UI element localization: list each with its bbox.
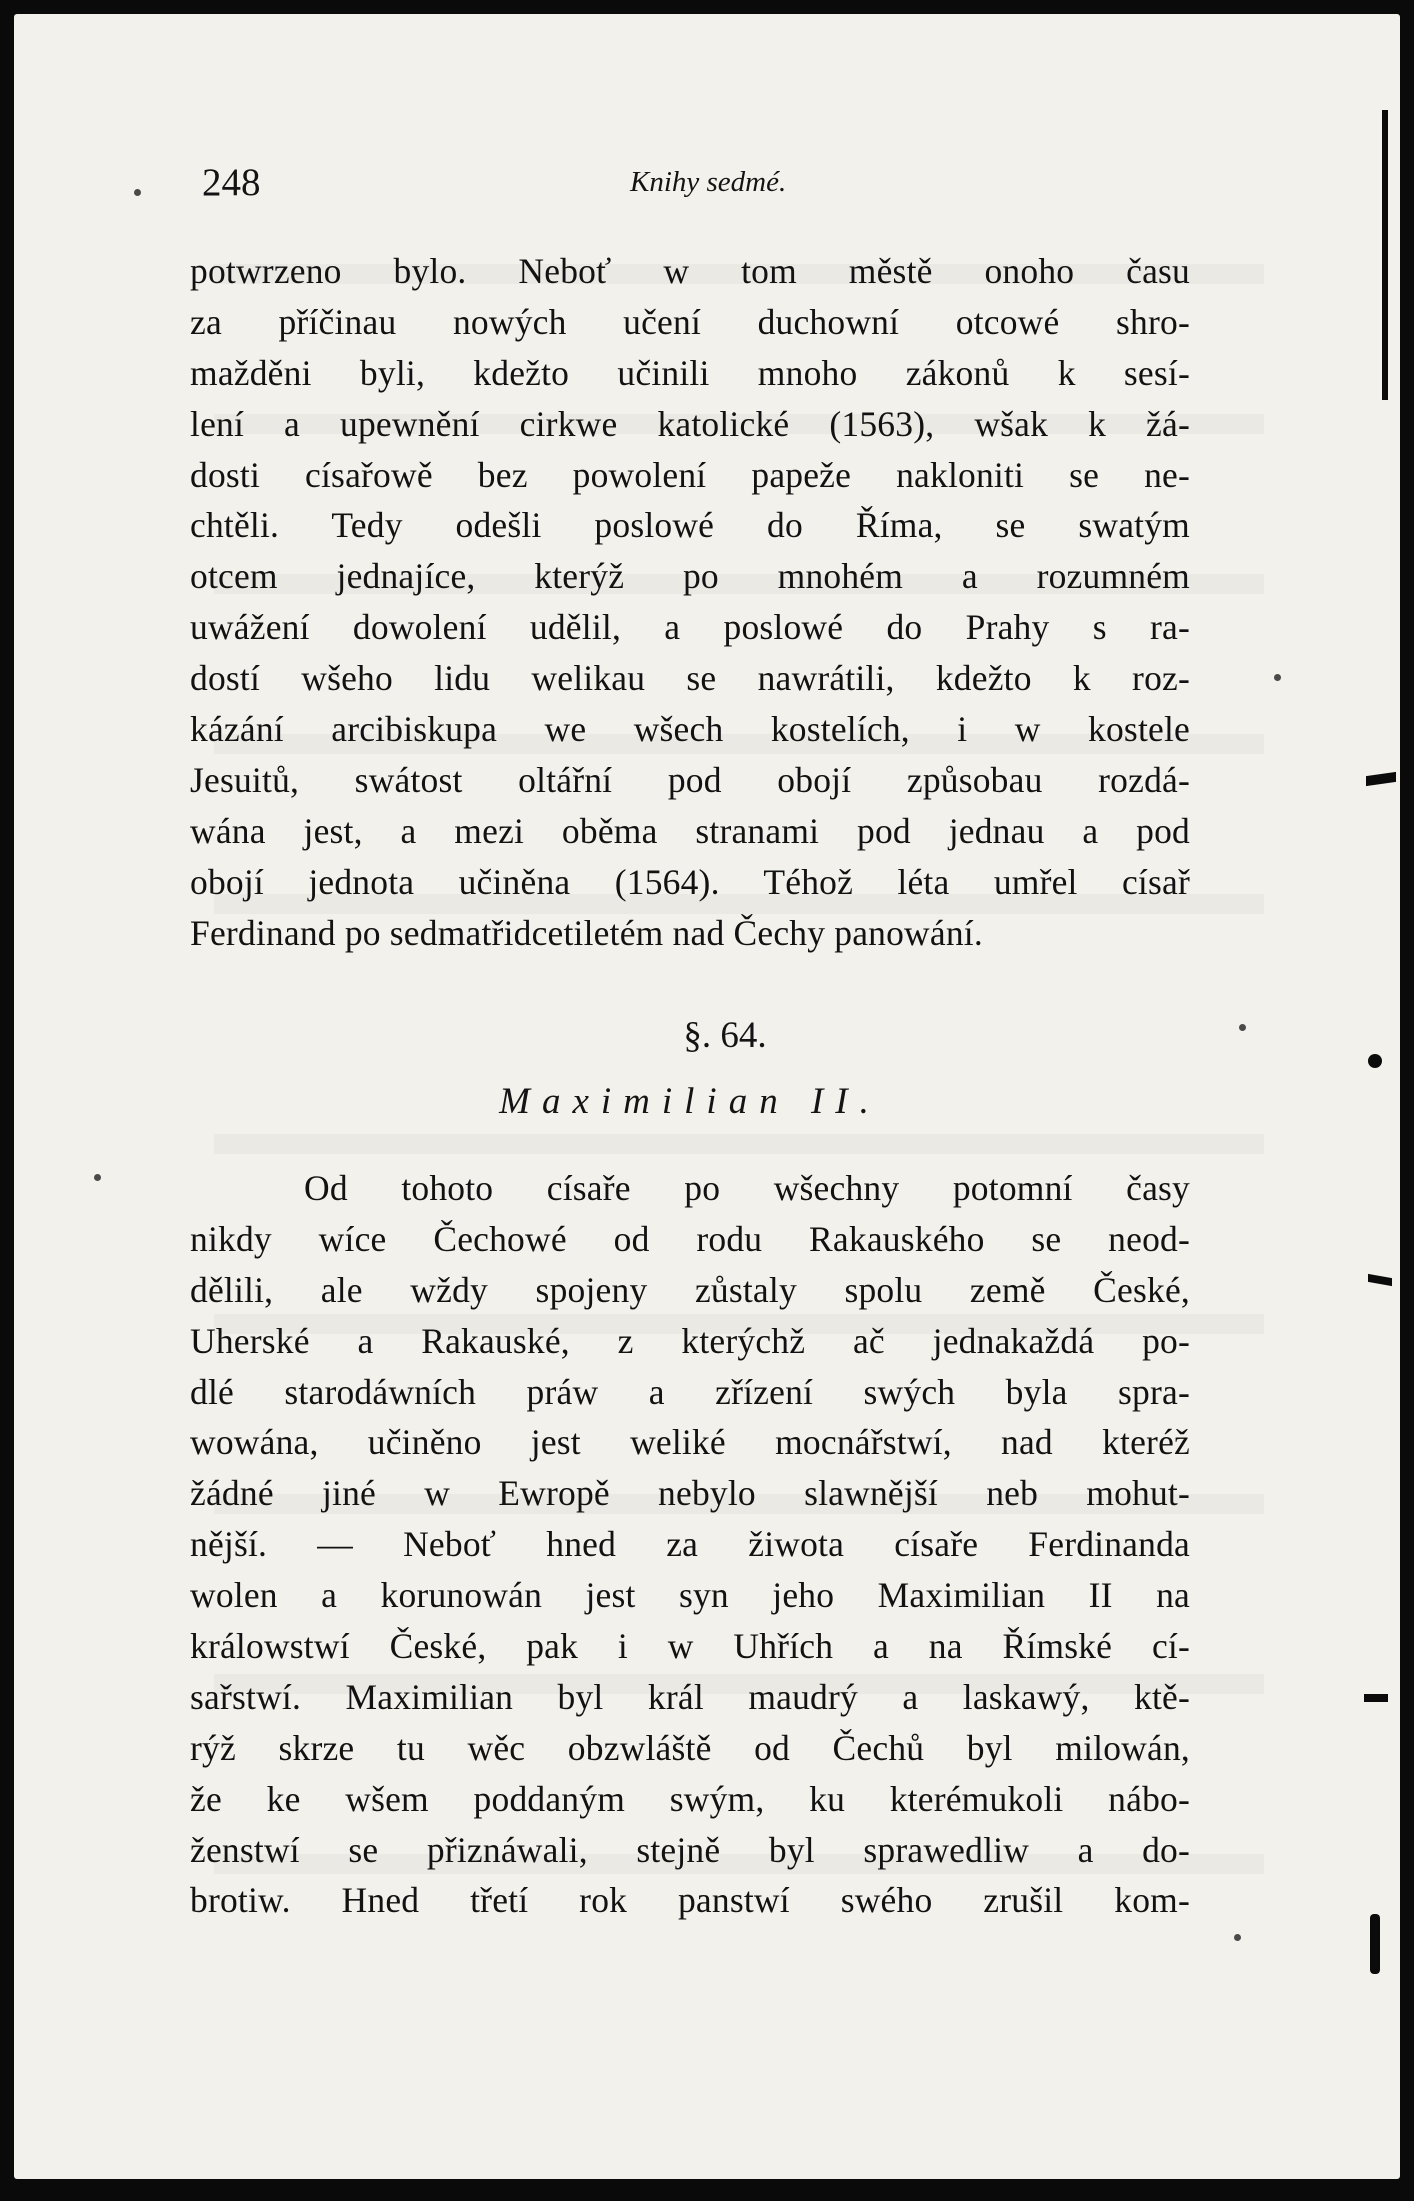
paragraph-2: [190, 1163, 1190, 1926]
section-number: [190, 1014, 1190, 1057]
text-line: wolen a korunowán jest syn jeho Maximilian II na: [190, 1575, 1190, 1616]
text-line: rýž skrze tu wěc obzwláště od Čechů byl milowán,: [190, 1727, 1190, 1768]
text-line: wowána, učiněno jest weliké mocnářstwí, nad kteréž: [190, 1422, 1190, 1463]
text-line: Uherské a Rakauské, z kterýchž ač jednakaždá po-: [190, 1320, 1190, 1361]
text-line: dostí wšeho lidu welikau se nawrátili, kdežto k roz-: [190, 658, 1190, 699]
text-line: nější. — Neboť hned za žiwota císaře Ferdinanda: [190, 1524, 1190, 1565]
speck: [1234, 1934, 1241, 1941]
text-line: dosti císařowě bez powolení papeže nakloniti se ne-: [190, 454, 1190, 495]
text-line: za příčinau nowých učení duchowní otcowé shro-: [190, 301, 1190, 342]
text-line: Jesuitů, swátost oltářní pod obojí způsobau rozdá-: [190, 759, 1190, 800]
text-line: potwrzeno bylo. Neboť w tom městě onoho času: [190, 251, 1190, 291]
speck: [1274, 674, 1281, 681]
text-line: dělili, ale wždy spojeny zůstaly spolu země České,: [190, 1269, 1190, 1310]
text-line: wána jest, a mezi oběma stranami pod jednau a pod: [190, 810, 1190, 851]
text-line: mažděni byli, kdežto učinili mnoho zákonů k sesí-: [190, 352, 1190, 393]
section-number-text: §. 64.: [683, 1015, 767, 1056]
text-line: králowstwí České, pak i w Uhřích a na Římské cí-: [190, 1626, 1190, 1667]
margin-ink-mark: [1366, 772, 1396, 786]
text-line: nikdy wíce Čechowé od rodu Rakauského se neod-: [190, 1218, 1190, 1259]
text-line: lení a upewnění cirkwe katolické (1563), wšak k žá-: [190, 403, 1190, 444]
text-line: sařstwí. Maximilian byl král maudrý a laskawý, ktě-: [190, 1676, 1190, 1717]
margin-ink-mark: [1368, 1274, 1392, 1286]
margin-ink-mark: [1364, 1694, 1388, 1702]
text-line: dlé starodáwních práw a zřízení swých byla spra-: [190, 1371, 1190, 1412]
margin-ink-mark: [1368, 1054, 1382, 1068]
text-line: Ferdinand po sedmatřidcetiletém nad Čechy panowání.: [190, 912, 983, 953]
speck: [134, 189, 141, 196]
margin-ink-mark: [1382, 110, 1388, 400]
speck: [1239, 1024, 1246, 1031]
running-head: Knihy sedmé.: [630, 166, 787, 198]
text-line: otcem jednajíce, kterýž po mnohém a rozumném: [190, 556, 1190, 597]
scanned-page: [14, 14, 1400, 2179]
paragraph-1: [190, 246, 1190, 958]
text-line: ženstwí se přiznáwali, stejně byl sprawedliw a do-: [190, 1829, 1190, 1870]
section-heading: Maximilian II.: [499, 1081, 881, 1122]
text-line: Od tohoto císaře po wšechny potomní časy: [304, 1168, 1190, 1208]
text-line: kázání arcibiskupa we wšech kostelích, i w kostele: [190, 709, 1190, 750]
page-number: 248: [202, 161, 261, 204]
text-line: brotiw. Hned třetí rok panstwí swého zrušil kom-: [190, 1880, 1190, 1921]
margin-ink-mark: [1370, 1914, 1380, 1974]
text-line: obojí jednota učiněna (1564). Téhož léta umřel císař: [190, 861, 1190, 902]
speck: [94, 1174, 101, 1181]
text-line: chtěli. Tedy odešli poslowé do Říma, se swatým: [190, 505, 1190, 546]
text-line: žádné jiné w Ewropě nebylo slawnější neb mohut-: [190, 1473, 1190, 1514]
text-line: uwážení dowolení udělil, a poslowé do Prahy s ra-: [190, 607, 1190, 648]
text-line: že ke wšem poddaným swým, ku kterémukoli nábo-: [190, 1778, 1190, 1819]
page-header: [190, 156, 1190, 216]
